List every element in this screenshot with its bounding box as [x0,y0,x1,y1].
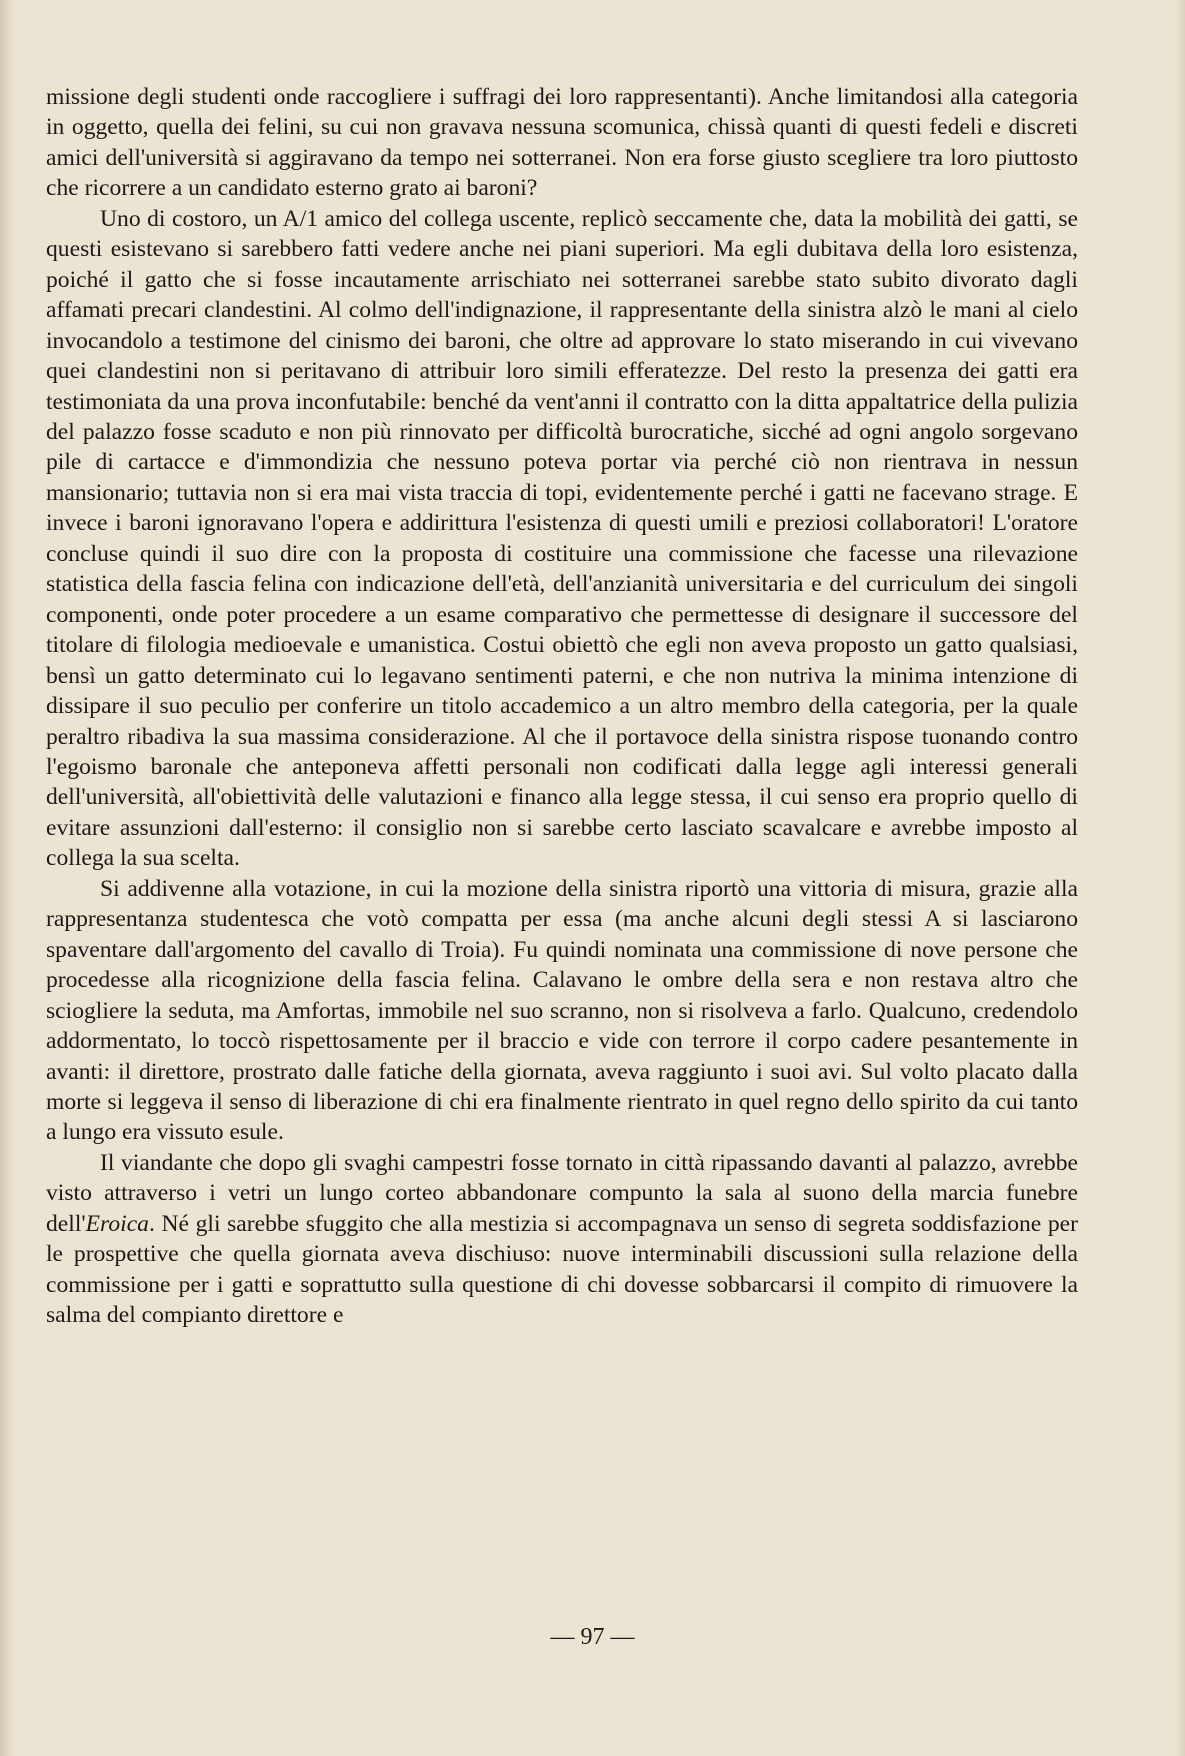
paragraph-3: Si addivenne alla votazione, in cui la mozione della sinistra riportò una vittoria di misura, grazie alla rappresentanza studentesca che votò compatta per essa (ma anche alcuni degli stessi A si lasciarono spaventare dall'argomento del cavallo di Troia). Fu quindi nominata una commissione di nove persone che procedesse alla ricognizione della fascia felina. Calavano le ombre della sera e non restava altro che sciogliere la seduta, ma Amfortas, immobile nel suo scranno, non si risolveva a farlo. Qualcuno, credendolo addormentato, lo toccò rispettosamente per il braccio e vide con terrore il corpo cadere pesantemente in avanti: il direttore, prostrato dalle fatiche della giornata, aveva raggiunto i suoi avi. Sul volto placato dalla morte si leggeva il senso di liberazione di chi era finalmente rientrato in quel regno dello spirito da cui tanto a lungo era vissuto esule. [46,875,1078,1146]
page-number: — 97 — [550,1624,635,1650]
paragraph-4-text-before: Il viandante che dopo gli svaghi campestri fosse tornato in città ripassando davanti al palazzo, avrebbe visto attraverso i vetri un lungo corteo abbandonare compunto la sala al suono della marcia funebre dell' [46,1149,1078,1237]
paragraph-1: missione degli studenti onde raccogliere i suffragi dei loro rappresentanti). Anche limitandosi alla categoria in oggetto, quella dei felini, su cui non gravava nessuna scomunica, chissà quanti di questi fedeli e discreti amici dell'università si aggiravano da tempo nei sotterranei. Non era forse giusto scegliere tra loro piuttosto che ricorrere a un candidato esterno grato ai baroni? [46,84,1078,202]
paragraph-2: Uno di costoro, un A/1 amico del collega uscente, replicò seccamente che, data la mobilità dei gatti, se questi esistevano si sarebbero fatti vedere anche nei piani superiori. Ma egli dubitava della loro esistenza, poiché il gatto che si fosse incautamente arrischiato nei sotterranei sarebbe stato subito divorato dagli affamati precari clandestini. Al colmo dell'indignazione, il rappresentante della sinistra alzò le mani al cielo invocandolo a testimone del cinismo dei baroni, che oltre ad approvare lo stato miserando in cui vivevano quei clandestini non si peritavano di attribuir loro simili efferatezze. Del resto la presenza dei gatti era testimoniata da una prova inconfutabile: benché da vent'anni il contratto con la ditta appaltatrice della pulizia del palazzo fosse scaduto e non più rinnovato per difficoltà burocratiche, sicché ad ogni angolo sorgevano pile di cartacce e d'immondizia che nessuno poteva portar via perché ciò non rientrava in nessun mansionario; tuttavia non si era mai vista traccia di topi, evidentemente perché i gatti ne facevano strage. E invece i baroni ignoravano l'opera e addirittura l'esistenza di questi umili e preziosi collaboratori! L'oratore concluse quindi il suo dire con la proposta di costituire una commissione che facesse una rilevazione statistica della fascia felina con indicazione dell'età, dell'anzianità universitaria e del curriculum dei singoli componenti, onde poter procedere a un esame comparativo che permettesse di designare il successore del titolare di filologia medioevale e umanistica. Costui obiettò che egli non aveva proposto un gatto qualsiasi, bensì un gatto determinato cui lo legavano sentimenti paterni, e che non nutriva la minima intenzione di dissipare il suo peculio per conferire un titolo accademico a un altro membro della categoria, per la quale peraltro ribadiva la sua massima considerazione. Al che il portavoce della sinistra rispose tuonando contro l'egoismo baronale che anteponeva affetti personali non codificati dalla legge agli interessi generali dell'università, all'obiettività delle valutazioni e financo alla legge stessa, il cui senso era proprio quello di evitare assunzioni dall'esterno: il consiglio non si sarebbe certo lasciato scavalcare e avrebbe imposto al collega la sua scelta. [46,205,1078,872]
body-text [46,82,1078,1331]
paragraph-4-italic-title: Eroica [85,1210,149,1237]
paragraph-4 [46,1148,1078,1331]
paragraph-4-text-after: . Né gli sarebbe sfuggito che alla mestizia si accompagnava un senso di segreta soddisfazione per le prospettive che quella giornata aveva dischiuso: nuove interminabili discussioni sulla relazione della commissione per i gatti e soprattutto sulla questione di chi dovesse sobbarcarsi il compito di rimuovere la salma del compianto direttore e [46,1210,1078,1329]
